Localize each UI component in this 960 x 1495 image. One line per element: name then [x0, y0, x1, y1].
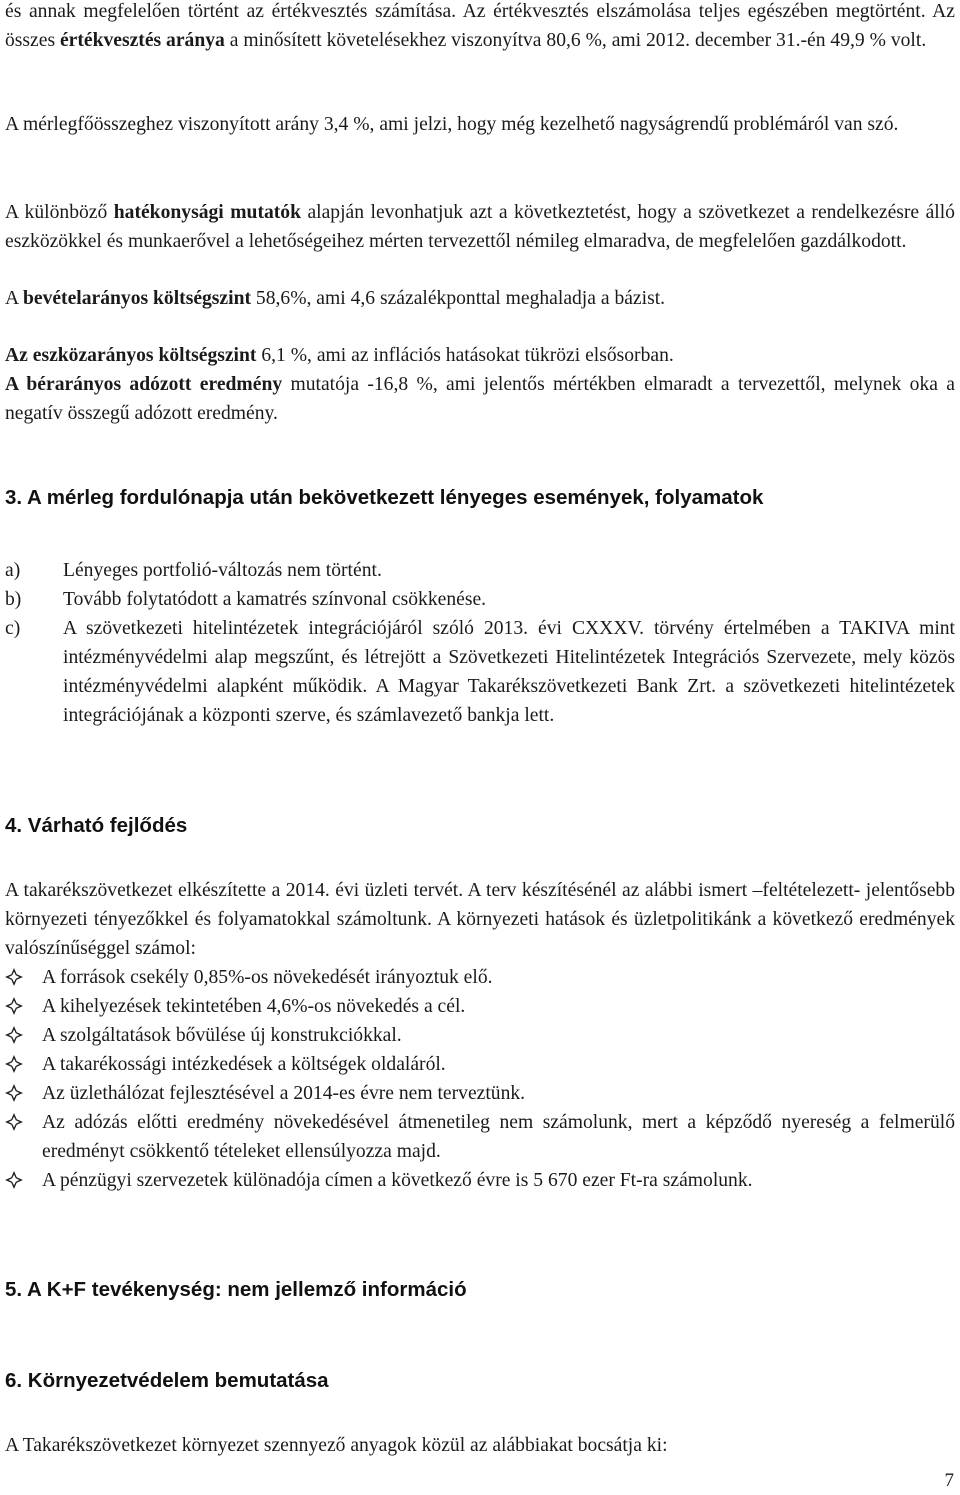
text-run: 6,1 %, ami az inflációs hatásokat tükrözi elsősorban.	[256, 345, 674, 366]
diamond-bullet-icon	[5, 1026, 23, 1044]
bold-term: bevételarányos költségszint	[22, 288, 251, 309]
list-item-text: A szolgáltatások bővülése új konstrukciókkal.	[42, 1025, 402, 1046]
list-item-text: A kihelyezések tekintetében 4,6%-os növekedés a cél.	[42, 996, 466, 1017]
list-marker: b)	[5, 589, 22, 610]
list-item-text: Az adózás előtti eredmény növekedésével átmenetileg nem számolunk, mert a képződő nyereség a felmerülő eredményt csökkentő tételeket ellensúlyozza majd.	[42, 1112, 955, 1162]
text-run: A	[5, 288, 23, 309]
page-number: 7	[944, 1470, 954, 1491]
diamond-bullet-icon	[5, 968, 23, 986]
diamond-bullet-icon	[5, 1113, 23, 1131]
text-run: A különböző	[5, 202, 114, 223]
list-item-text: A szövetkezeti hitelintézetek integrációjáról szóló 2013. évi CXXXV. törvény értelmében a TAKIVA mint intézményvédelmi alap megszűnt, és létrejött a Szövetkezeti Hitelintézetek Integrációs Szervezete, mely közös intézményvédelmi alapként működik. A Magyar Takarékszövetkezeti Bank Zrt. a szövetkezeti hitelintézetek integrációjának a központi szerve, és számlavezető bankja lett.	[63, 618, 955, 726]
text-run: és annak megfelelően történt az értékvesztés számítása. Az értékvesztés elszámolása teljes egészében megtörtént. Az összes	[5, 1, 955, 51]
list-item	[5, 1079, 955, 1108]
list-marker: a)	[5, 560, 21, 581]
heading-section-5: 5. A K+F tevékenység: nem jellemző információ	[5, 1278, 467, 1301]
list-marker: c)	[5, 618, 21, 639]
paragraph-ertekvesztes	[5, 0, 955, 55]
list-item	[5, 1166, 955, 1195]
diamond-bullet-icon	[5, 1084, 23, 1102]
list-item-text: Lényeges portfolió-változás nem történt.	[63, 560, 382, 581]
text-run: a minősített követelésekhez viszonyítva 80,6 %, ami 2012. december 31.-én 49,9 % volt.	[224, 30, 927, 51]
heading-section-6: 6. Környezetvédelem bemutatása	[5, 1369, 329, 1392]
list-item-text: Az üzlethálózat fejlesztésével a 2014-es évre nem terveztünk.	[42, 1083, 526, 1104]
list-item	[5, 614, 955, 730]
paragraph-merlegfoosszeg: A mérlegfőösszeghez viszonyított arány 3,4 %, ami jelzi, hogy még kezelhető nagyságrendű problémáról van szó.	[5, 114, 899, 135]
list-item	[5, 556, 955, 585]
list-item-text: A pénzügyi szervezetek különadója címen a következő évre is 5 670 ezer Ft-ra számolunk.	[42, 1170, 753, 1191]
heading-section-3: 3. A mérleg fordulónapja után bekövetkezett lényeges események, folyamatok	[5, 486, 764, 509]
text-run: 58,6%, ami 4,6 százalékponttal meghaladja a bázist.	[251, 288, 666, 309]
text-run: mutatója -16,8 %, ami jelentős mértékben elmaradt a tervezettől, melynek oka a negatív összegű adózott eredmény.	[5, 374, 955, 424]
list-item	[5, 992, 955, 1021]
diamond-bullet-icon	[5, 1055, 23, 1073]
paragraph-bevetelaranyos	[5, 284, 955, 313]
list-item	[5, 1050, 955, 1079]
list-item	[5, 1108, 955, 1166]
bold-term: Az eszközarányos költségszint	[5, 345, 257, 366]
diamond-bullet-icon	[5, 997, 23, 1015]
list-item-text: A takarékossági intézkedések a költségek oldaláról.	[42, 1054, 446, 1075]
list-item-text: A források csekély 0,85%-os növekedését irányoztuk elő.	[42, 967, 493, 988]
paragraph-varhato-fejlodes: A takarékszövetkezet elkészítette a 2014. évi üzleti tervét. A terv készítésénél az alábbi ismert –feltételezett- jelentősebb környezeti tényezőkkel és folyamatokkal számoltunk. A környezeti hatások és üzletpolitikánk a következő eredmények valószínűséggel számol:	[5, 880, 955, 959]
bold-term: hatékonysági mutatók	[113, 202, 301, 223]
section-3-list	[5, 556, 955, 730]
paragraph-beraranyos	[5, 370, 955, 428]
list-item-text: Tovább folytatódott a kamatrés színvonal csökkenése.	[63, 589, 487, 610]
bold-term: A bérarányos adózott eredmény	[5, 374, 283, 395]
heading-section-4: 4. Várható fejlődés	[5, 814, 188, 837]
paragraph-eszkozaranyos	[5, 341, 955, 370]
paragraph-kornyezetvedelem: A Takarékszövetkezet környezet szennyező anyagok közül az alábbiakat bocsátja ki:	[5, 1435, 668, 1456]
list-item	[5, 963, 955, 992]
diamond-bullet-icon	[5, 1171, 23, 1189]
list-item	[5, 585, 955, 614]
text-run: alapján levonhatjuk azt a következtetést, hogy a szövetkezet a rendelkezésre álló eszközökkel és munkaerővel a lehetőségeihez mérten tervezettől némileg elmaradva, de megfelelően gazdálkodott.	[5, 202, 955, 252]
bold-term: értékvesztés aránya	[59, 30, 225, 51]
section-4-bullet-list	[5, 963, 955, 1195]
list-item	[5, 1021, 955, 1050]
paragraph-hatekonysagi-mutatok	[5, 198, 955, 256]
